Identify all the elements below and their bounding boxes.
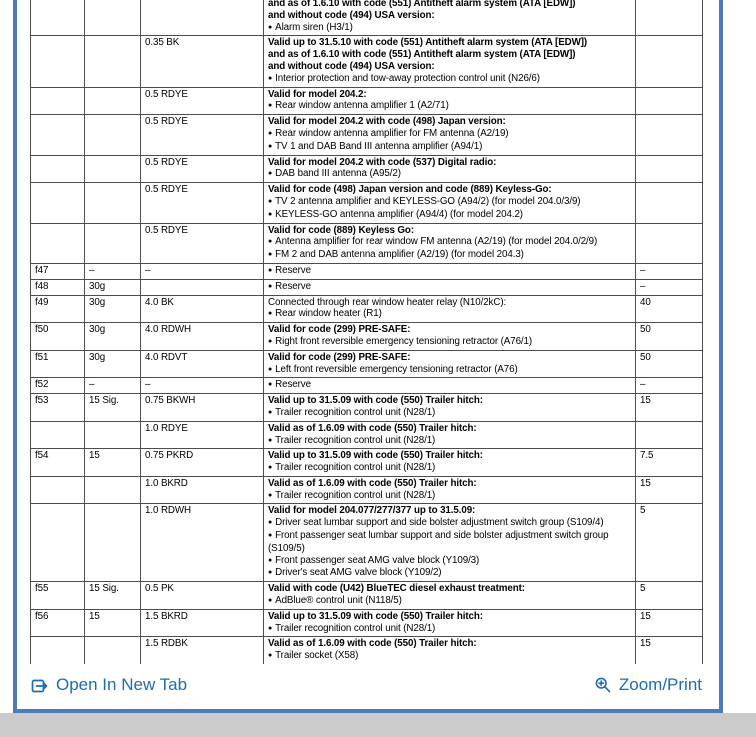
fuse-id-cell: f50 bbox=[31, 323, 85, 351]
bullet-icon: ● bbox=[268, 170, 273, 178]
fuse-row bbox=[31, 350, 703, 378]
fuse-id-cell: f49 bbox=[31, 295, 85, 323]
bullet-icon: ● bbox=[268, 142, 273, 150]
desc-heading: and without code (494) USA version: bbox=[268, 60, 435, 72]
fuse-id-cell bbox=[31, 0, 85, 36]
fuse-table-body bbox=[31, 0, 703, 664]
bullet-icon: ● bbox=[268, 266, 273, 274]
desc-bullet-text: Reserve bbox=[275, 379, 311, 391]
fuse-row bbox=[31, 323, 703, 351]
amperage-cell bbox=[636, 223, 703, 263]
desc-bullet-text: Trailer recognition control unit (N28/1) bbox=[275, 406, 436, 418]
desc-bullet-text: KEYLESS-GO antenna amplifier (A94/4) (for model 204.2) bbox=[275, 208, 523, 220]
open-in-new-tab-button[interactable] bbox=[30, 675, 187, 695]
document-page bbox=[30, 0, 710, 664]
bullet-icon: ● bbox=[268, 365, 273, 373]
desc-bullet-item bbox=[268, 22, 631, 35]
desc-heading: Valid as of 1.6.09 with code (550) Trailer hitch: bbox=[268, 477, 477, 489]
wire-size-color-cell: 1.0 RDYE bbox=[141, 421, 264, 449]
fuse-row bbox=[31, 421, 703, 449]
desc-heading: Valid up to 31.5.09 with code (550) Trailer hitch: bbox=[268, 610, 483, 622]
fuse-id-cell: f51 bbox=[31, 350, 85, 378]
desc-bullet-text: Reserve bbox=[275, 264, 311, 276]
amperage-cell: 15 bbox=[636, 394, 703, 422]
desc-bullet-text: Trailer recognition control unit (N28/1) bbox=[275, 489, 436, 501]
fuse-id-cell: f53 bbox=[31, 394, 85, 422]
fuse-rating-cell bbox=[85, 223, 141, 263]
wire-size-color-cell: 4.0 RDVT bbox=[141, 350, 264, 378]
amperage-cell bbox=[636, 36, 703, 87]
fuse-rating-cell: 30g bbox=[85, 350, 141, 378]
fuse-id-cell bbox=[31, 36, 85, 87]
desc-bullet-item bbox=[268, 128, 631, 141]
desc-bullet-item bbox=[268, 168, 631, 181]
consumer-description-cell bbox=[264, 183, 636, 223]
fuse-rating-cell: 30g bbox=[85, 295, 141, 323]
open-in-new-tab-icon bbox=[30, 676, 49, 695]
consumer-description-cell bbox=[264, 115, 636, 155]
bullet-icon: ● bbox=[268, 532, 273, 540]
desc-bullet-text: Rear window antenna amplifier for FM antenna (A2/19) bbox=[275, 127, 509, 139]
consumer-description-cell bbox=[264, 378, 636, 394]
desc-bullet-item bbox=[268, 281, 631, 294]
amperage-cell: 5 bbox=[636, 504, 703, 582]
fuse-row bbox=[31, 609, 703, 637]
desc-heading: Valid for code (498) Japan version and code (889) Keyless-Go: bbox=[268, 184, 552, 196]
wire-size-color-cell: 0.5 RDYE bbox=[141, 115, 264, 155]
wire-size-color-cell bbox=[141, 279, 264, 295]
fuse-id-cell: f52 bbox=[31, 378, 85, 394]
zoom-print-button[interactable] bbox=[594, 675, 702, 695]
bullet-icon: ● bbox=[268, 491, 273, 499]
wire-size-color-cell: 1.5 BKRD bbox=[141, 609, 264, 637]
desc-bullet-item bbox=[268, 73, 631, 86]
consumer-description-cell bbox=[264, 582, 636, 610]
consumer-description-cell bbox=[264, 476, 636, 504]
desc-bullet-item bbox=[268, 308, 631, 321]
amperage-cell: – bbox=[636, 378, 703, 394]
desc-heading: Valid for model 204.2 with code (537) Digital radio: bbox=[268, 156, 497, 168]
fuse-rating-cell bbox=[85, 504, 141, 582]
bullet-icon: ● bbox=[268, 569, 273, 577]
wire-size-color-cell: 1.0 BKRD bbox=[141, 476, 264, 504]
fuse-row bbox=[31, 582, 703, 610]
desc-bullet-text: Antenna amplifier for rear window FM antenna (A2/19) (for model 204.0/2/9) bbox=[275, 236, 598, 248]
desc-bullet-text: Front passenger seat lumbar support and side bolster adjustment switch group (S109/5) bbox=[268, 530, 609, 554]
desc-bullet-item bbox=[268, 364, 631, 377]
fuse-row bbox=[31, 295, 703, 323]
viewer-frame-left-border bbox=[13, 0, 17, 713]
desc-bullet-text: Interior protection and tow-away protection control unit (N26/6) bbox=[275, 72, 540, 84]
bullet-icon: ● bbox=[268, 197, 273, 205]
desc-bullet-item bbox=[268, 236, 631, 249]
fuse-id-cell: f48 bbox=[31, 279, 85, 295]
bullet-icon: ● bbox=[268, 381, 273, 389]
fuse-rating-cell bbox=[85, 115, 141, 155]
fuse-id-cell bbox=[31, 183, 85, 223]
desc-bullet-item bbox=[268, 517, 631, 530]
fuse-id-cell bbox=[31, 223, 85, 263]
fuse-rating-cell: 15 Sig. bbox=[85, 394, 141, 422]
desc-bullet-text: Rear window heater (R1) bbox=[275, 308, 382, 320]
bullet-icon: ● bbox=[268, 102, 273, 110]
bullet-icon: ● bbox=[268, 556, 273, 564]
fuse-row bbox=[31, 394, 703, 422]
fuse-rating-cell: 30g bbox=[85, 279, 141, 295]
wire-size-color-cell: – bbox=[141, 263, 264, 279]
desc-bullet-text: AdBlue® control unit (N118/5) bbox=[275, 595, 402, 607]
amperage-cell bbox=[636, 115, 703, 155]
amperage-cell: 7.5 bbox=[636, 449, 703, 477]
wire-size-color-cell: 1.5 RDBK bbox=[141, 637, 264, 664]
amperage-cell: 50 bbox=[636, 350, 703, 378]
desc-line: Connected through rear window heater relay (N10/2kC): bbox=[268, 296, 507, 308]
consumer-description-cell bbox=[264, 394, 636, 422]
desc-bullet-item bbox=[268, 595, 631, 608]
desc-bullet-text: Rear window antenna amplifier 1 (A2/71) bbox=[275, 100, 449, 112]
amperage-cell: – bbox=[636, 263, 703, 279]
fuse-row bbox=[31, 223, 703, 263]
amperage-cell: 40 bbox=[636, 295, 703, 323]
desc-bullet-text: Driver seat lumbar support and side bolster adjustment switch group (S109/4) bbox=[275, 517, 604, 529]
fuse-row bbox=[31, 504, 703, 582]
consumer-description-cell bbox=[264, 421, 636, 449]
desc-heading: Valid up to 31.5.09 with code (550) Trailer hitch: bbox=[268, 450, 483, 462]
bullet-icon: ● bbox=[268, 597, 273, 605]
fuse-rating-cell: – bbox=[85, 263, 141, 279]
desc-bullet-text: TV 2 antenna amplifier and KEYLESS-GO (A94/2) (for model 204.0/3/9) bbox=[275, 195, 581, 207]
desc-bullet-item bbox=[268, 555, 631, 568]
consumer-description-cell bbox=[264, 0, 636, 36]
fuse-row bbox=[31, 378, 703, 394]
desc-bullet-item bbox=[268, 336, 631, 349]
fuse-id-cell: f55 bbox=[31, 582, 85, 610]
desc-heading: and without code (494) USA version: bbox=[268, 9, 435, 21]
desc-bullet-item bbox=[268, 265, 631, 278]
amperage-cell: 15 bbox=[636, 609, 703, 637]
fuse-rating-cell bbox=[85, 87, 141, 115]
desc-heading: Valid as of 1.6.09 with code (550) Trailer hitch: bbox=[268, 422, 477, 434]
desc-bullet-text: Left front reversible emergency tensioning retractor (A76) bbox=[275, 363, 518, 375]
desc-bullet-item bbox=[268, 462, 631, 475]
wire-size-color-cell: 0.35 BK bbox=[141, 36, 264, 87]
amperage-cell: 15 bbox=[636, 476, 703, 504]
viewer-toolbar bbox=[30, 666, 702, 704]
bullet-icon: ● bbox=[268, 251, 273, 259]
fuse-id-cell: f47 bbox=[31, 263, 85, 279]
desc-bullet-item bbox=[268, 623, 631, 636]
amperage-cell: 50 bbox=[636, 323, 703, 351]
amperage-cell: 5 bbox=[636, 582, 703, 610]
desc-bullet-item bbox=[268, 435, 631, 448]
desc-bullet-text: Trailer socket (X58) bbox=[275, 650, 359, 662]
consumer-description-cell bbox=[264, 449, 636, 477]
desc-bullet-item bbox=[268, 100, 631, 113]
bullet-icon: ● bbox=[268, 74, 273, 82]
desc-bullet-item bbox=[268, 407, 631, 420]
bullet-icon: ● bbox=[268, 282, 273, 290]
fuse-rating-cell bbox=[85, 421, 141, 449]
bullet-icon: ● bbox=[268, 129, 273, 137]
bullet-icon: ● bbox=[268, 23, 273, 31]
consumer-description-cell bbox=[264, 637, 636, 664]
desc-bullet-item bbox=[268, 249, 631, 262]
fuse-rating-cell: 30g bbox=[85, 323, 141, 351]
bullet-icon: ● bbox=[268, 464, 273, 472]
wire-size-color-cell: 4.0 BK bbox=[141, 295, 264, 323]
consumer-description-cell bbox=[264, 36, 636, 87]
desc-bullet-text: Trailer recognition control unit (N28/1) bbox=[275, 462, 436, 474]
fuse-rating-cell: 15 bbox=[85, 449, 141, 477]
wire-size-color-cell: 0.5 RDYE bbox=[141, 87, 264, 115]
consumer-description-cell bbox=[264, 263, 636, 279]
fuse-id-cell bbox=[31, 115, 85, 155]
bullet-icon: ● bbox=[268, 310, 273, 318]
fuse-id-cell bbox=[31, 421, 85, 449]
consumer-description-cell bbox=[264, 323, 636, 351]
wire-size-color-cell bbox=[141, 0, 264, 36]
desc-bullet-text: Front passenger seat AMG valve block (Y109/3) bbox=[275, 554, 480, 566]
desc-bullet-item bbox=[268, 530, 631, 555]
desc-bullet-item bbox=[268, 490, 631, 503]
wire-size-color-cell: 0.75 BKWH bbox=[141, 394, 264, 422]
amperage-cell bbox=[636, 0, 703, 36]
desc-heading: Valid for model 204.077/277/377 up to 31.5.09: bbox=[268, 505, 476, 517]
fuse-table bbox=[30, 0, 703, 664]
consumer-description-cell bbox=[264, 223, 636, 263]
desc-bullet-text: DAB band III antenna (A95/2) bbox=[275, 168, 401, 180]
amperage-cell bbox=[636, 183, 703, 223]
desc-bullet-text: TV 1 and DAB Band III antenna amplifier (A94/1) bbox=[275, 140, 483, 152]
open-in-new-tab-label: Open In New Tab bbox=[56, 675, 188, 694]
wire-size-color-cell: 4.0 RDWH bbox=[141, 323, 264, 351]
consumer-description-cell bbox=[264, 279, 636, 295]
desc-bullet-text: Driver's seat AMG valve block (Y109/2) bbox=[275, 567, 442, 579]
fuse-id-cell bbox=[31, 155, 85, 183]
desc-bullet-text: Right front reversible emergency tensioning retractor (A76/1) bbox=[275, 335, 533, 347]
zoom-print-label: Zoom/Print bbox=[618, 675, 702, 694]
fuse-rating-cell: 15 Sig. bbox=[85, 582, 141, 610]
fuse-row bbox=[31, 637, 703, 664]
fuse-row bbox=[31, 449, 703, 477]
fuse-row bbox=[31, 155, 703, 183]
bullet-icon: ● bbox=[268, 436, 273, 444]
bullet-icon: ● bbox=[268, 519, 273, 527]
fuse-id-cell bbox=[31, 504, 85, 582]
fuse-id-cell: f56 bbox=[31, 609, 85, 637]
bullet-icon: ● bbox=[268, 652, 273, 660]
desc-bullet-item bbox=[268, 209, 631, 222]
wire-size-color-cell: 0.5 RDYE bbox=[141, 183, 264, 223]
fuse-id-cell bbox=[31, 637, 85, 664]
consumer-description-cell bbox=[264, 350, 636, 378]
desc-heading: Valid up to 31.5.10 with code (551) Antitheft alarm system (ATA [EDW]) bbox=[268, 37, 588, 49]
consumer-description-cell bbox=[264, 504, 636, 582]
bullet-icon: ● bbox=[268, 408, 273, 416]
desc-bullet-text: Trailer recognition control unit (N28/1) bbox=[275, 434, 436, 446]
fuse-id-cell bbox=[31, 476, 85, 504]
fuse-row bbox=[31, 183, 703, 223]
desc-bullet-text: FM 2 and DAB antenna amplifier (A2/19) (for model 204.3) bbox=[275, 249, 524, 261]
amperage-cell bbox=[636, 155, 703, 183]
wire-size-color-cell: – bbox=[141, 378, 264, 394]
wire-size-color-cell: 1.0 RDWH bbox=[141, 504, 264, 582]
bullet-icon: ● bbox=[268, 337, 273, 345]
desc-bullet-text: Alarm siren (H3/1) bbox=[275, 21, 353, 33]
fuse-row bbox=[31, 476, 703, 504]
bullet-icon: ● bbox=[268, 238, 273, 246]
amperage-cell bbox=[636, 421, 703, 449]
desc-heading: Valid for code (299) PRE-SAFE: bbox=[268, 351, 411, 363]
wire-size-color-cell: 0.5 PK bbox=[141, 582, 264, 610]
fuse-rating-cell bbox=[85, 183, 141, 223]
desc-bullet-item bbox=[268, 141, 631, 154]
bullet-icon: ● bbox=[268, 624, 273, 632]
desc-heading: Valid for model 204.2 with code (498) Japan version: bbox=[268, 116, 506, 128]
fuse-row bbox=[31, 263, 703, 279]
desc-heading: Valid for code (889) Keyless Go: bbox=[268, 224, 414, 236]
fuse-rating-cell bbox=[85, 36, 141, 87]
wire-size-color-cell: 0.5 RDYE bbox=[141, 223, 264, 263]
desc-heading: Valid for model 204.2: bbox=[268, 88, 367, 100]
fuse-row bbox=[31, 0, 703, 36]
desc-heading: Valid up to 31.5.09 with code (550) Trailer hitch: bbox=[268, 395, 483, 407]
fuse-row bbox=[31, 115, 703, 155]
viewer-frame-right-border bbox=[719, 0, 723, 713]
amperage-cell: 15 bbox=[636, 637, 703, 664]
desc-heading: Valid as of 1.6.09 with code (550) Trailer hitch: bbox=[268, 638, 477, 650]
desc-bullet-item bbox=[268, 379, 631, 392]
desc-bullet-text: Trailer recognition control unit (N28/1) bbox=[275, 622, 436, 634]
fuse-rating-cell: 15 bbox=[85, 609, 141, 637]
consumer-description-cell bbox=[264, 609, 636, 637]
desc-bullet-item bbox=[268, 650, 631, 663]
fuse-rating-cell bbox=[85, 637, 141, 664]
fuse-rating-cell bbox=[85, 155, 141, 183]
fuse-row bbox=[31, 36, 703, 87]
fuse-id-cell bbox=[31, 87, 85, 115]
consumer-description-cell bbox=[264, 87, 636, 115]
window-background-strip bbox=[0, 713, 756, 737]
zoom-magnifier-icon bbox=[594, 676, 612, 694]
fuse-id-cell: f54 bbox=[31, 449, 85, 477]
desc-heading: Valid with code (U42) BlueTEC diesel exhaust treatment: bbox=[268, 583, 525, 595]
fuse-rating-cell bbox=[85, 476, 141, 504]
desc-heading: Valid for code (299) PRE-SAFE: bbox=[268, 324, 411, 336]
desc-heading: and as of 1.6.10 with code (551) Antitheft alarm system (ATA [EDW]) bbox=[268, 49, 576, 61]
amperage-cell bbox=[636, 87, 703, 115]
desc-bullet-item bbox=[268, 196, 631, 209]
fuse-rating-cell: – bbox=[85, 378, 141, 394]
amperage-cell: – bbox=[636, 279, 703, 295]
fuse-rating-cell bbox=[85, 0, 141, 36]
wire-size-color-cell: 0.75 PKRD bbox=[141, 449, 264, 477]
fuse-row bbox=[31, 279, 703, 295]
desc-bullet-item bbox=[268, 567, 631, 580]
wire-size-color-cell: 0.5 RDYE bbox=[141, 155, 264, 183]
fuse-row bbox=[31, 87, 703, 115]
bullet-icon: ● bbox=[268, 210, 273, 218]
desc-bullet-text: Reserve bbox=[275, 280, 311, 292]
consumer-description-cell bbox=[264, 155, 636, 183]
consumer-description-cell bbox=[264, 295, 636, 323]
desc-heading: and as of 1.6.10 with code (551) Antitheft alarm system (ATA [EDW]) bbox=[268, 0, 576, 9]
